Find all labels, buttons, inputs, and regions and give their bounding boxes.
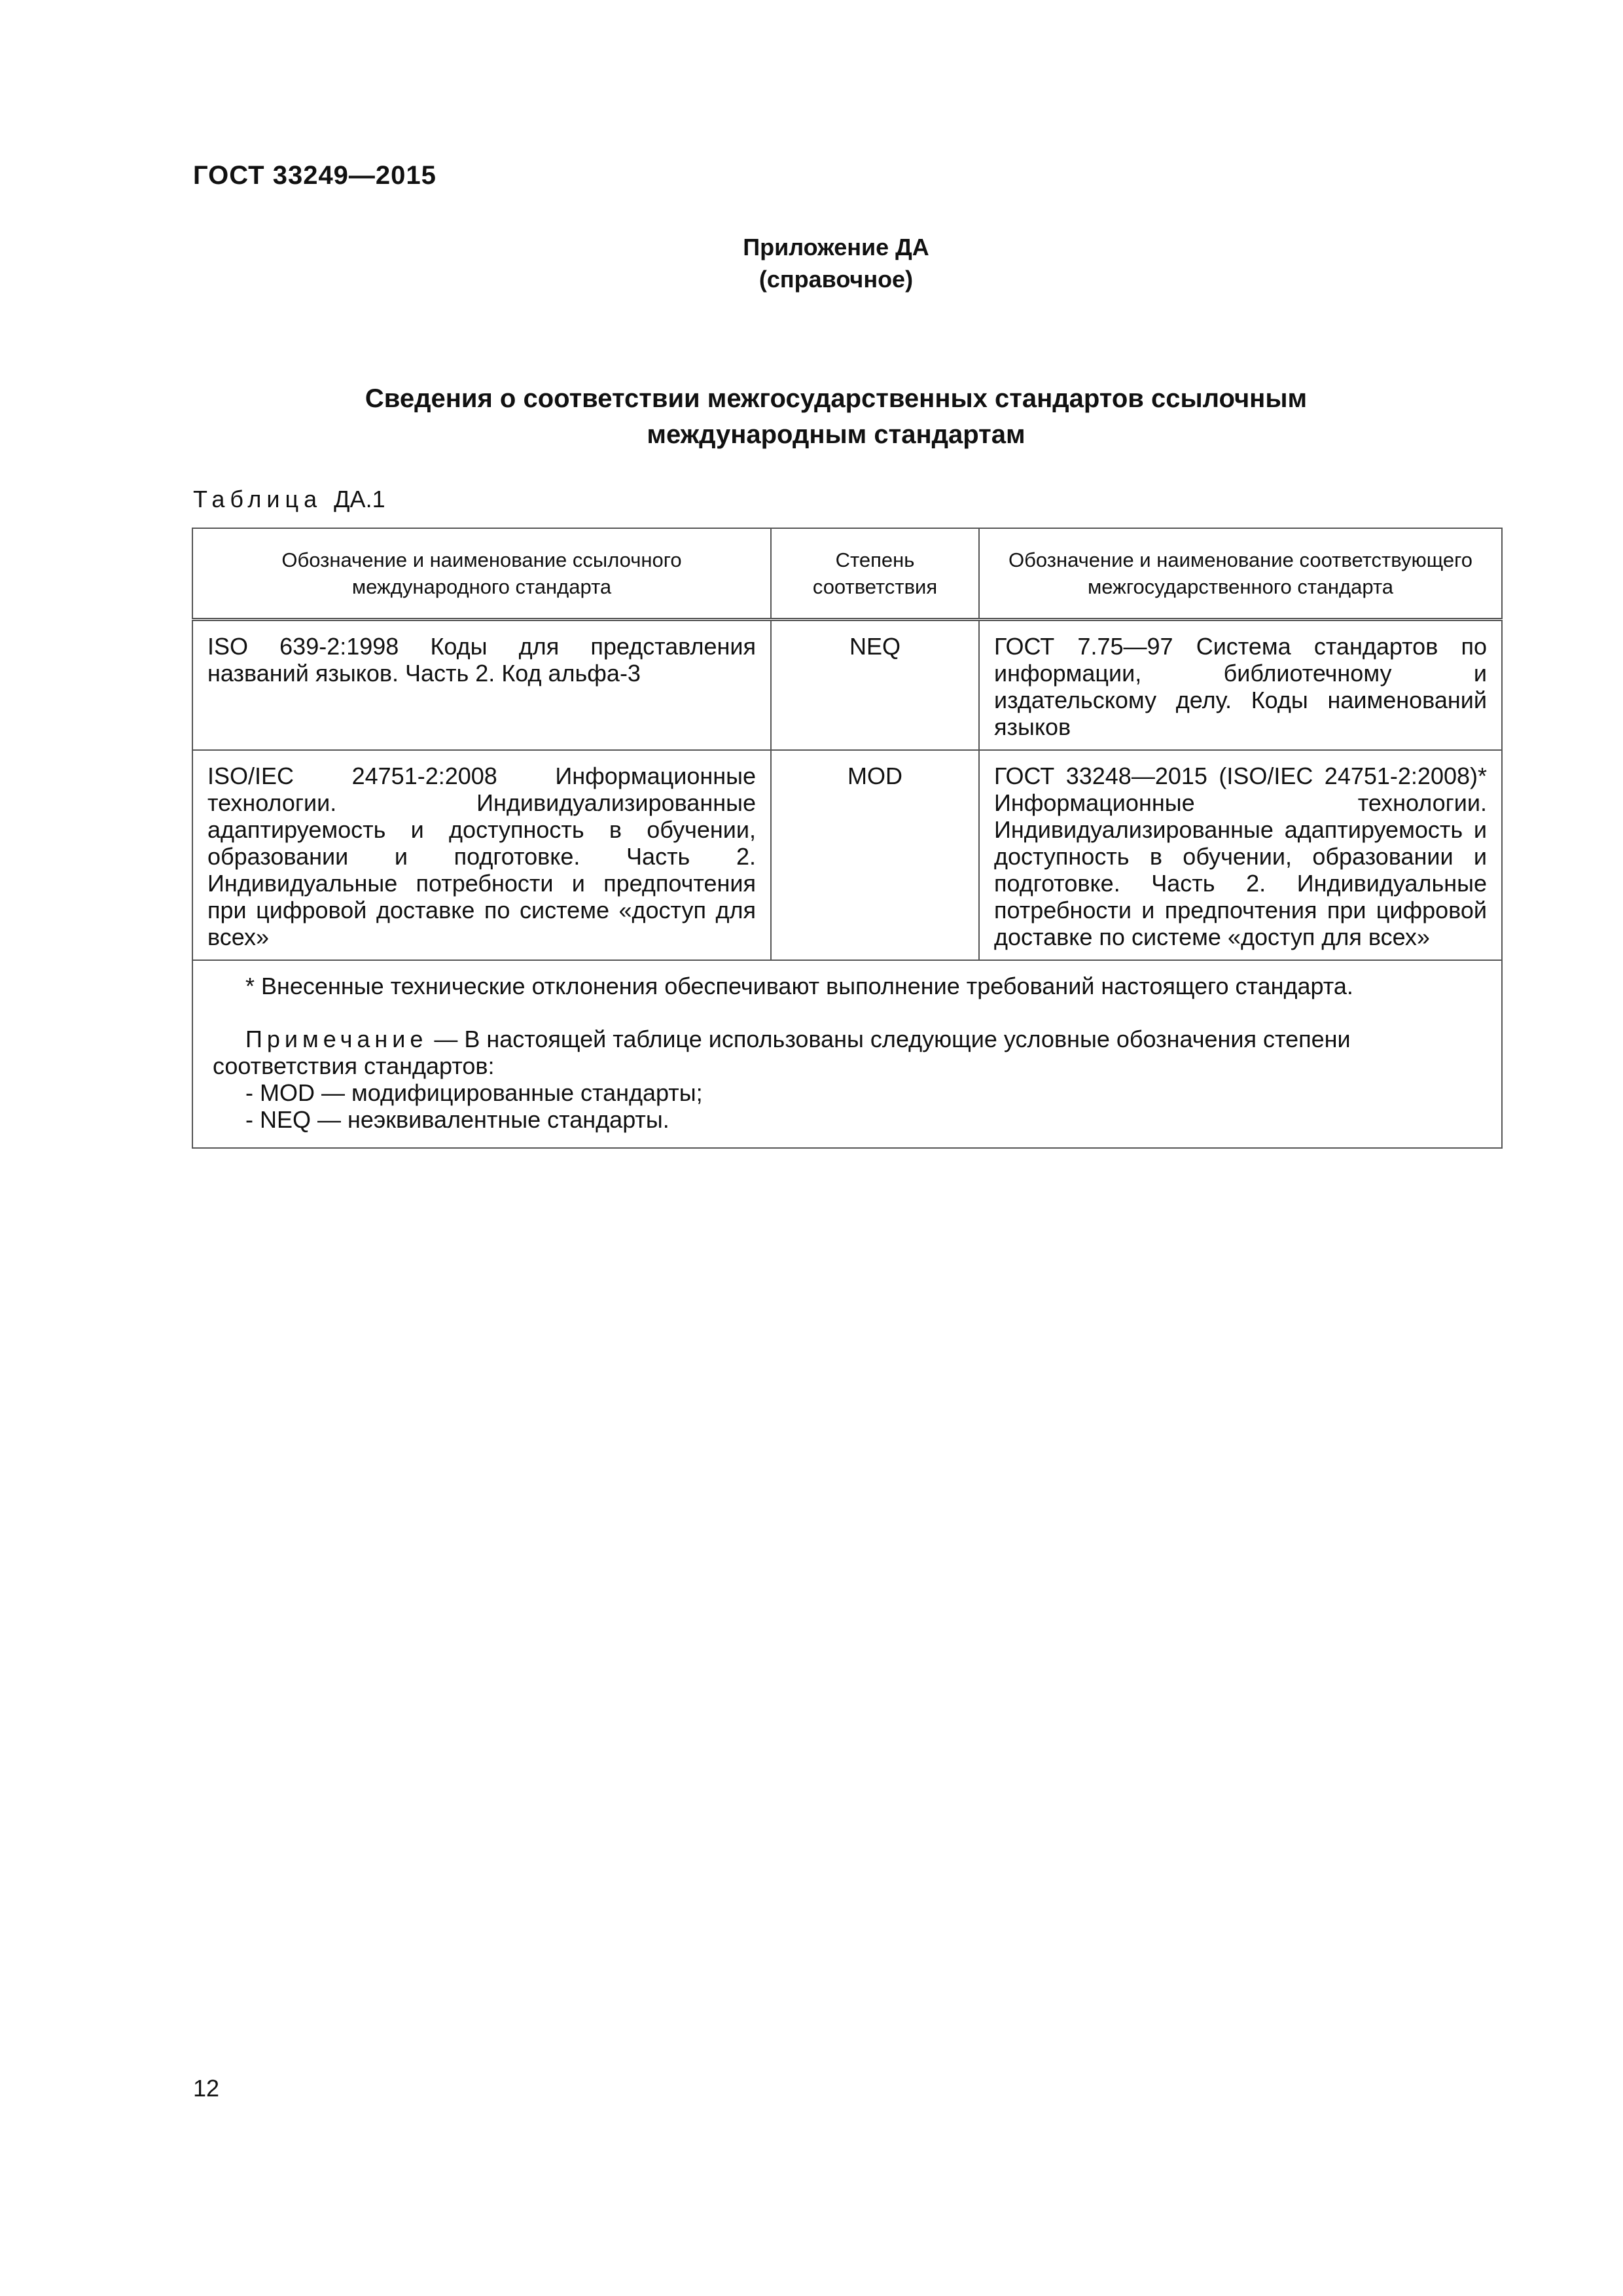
cell-international-standard: ISO/IEC 24751-2:2008 Информационные технологии. Индивидуализированные адаптируемость и доступность в обучении, образовании и подготовке. Часть 2. Индивидуальные потребности и предпочтения при цифровой доставке по системе «доступ для всех» [192, 750, 771, 960]
header-international-standard: Обозначение и наименование ссылочного международного стандарта [192, 528, 771, 620]
table-caption [193, 486, 385, 513]
section-title [0, 381, 1623, 453]
table-notes-cell [192, 960, 1502, 1148]
section-title-line-1: Сведения о соответствии межгосударственных стандартов ссылочным [365, 384, 1308, 413]
page-number: 12 [193, 2075, 220, 2102]
cell-degree: NEQ [771, 620, 979, 751]
document-code: ГОСТ 33249—2015 [193, 161, 437, 190]
table-note [213, 1026, 1482, 1079]
header-degree: Степень соответствия [771, 528, 979, 620]
table-caption-number: ДА.1 [334, 486, 385, 512]
table-row [192, 750, 1502, 960]
note-item-mod: - MOD — модифицированные стандарты; [245, 1079, 703, 1106]
table-notes-row [192, 960, 1502, 1148]
table-caption-label: Таблица [193, 486, 323, 512]
note-item-neq: - NEQ — неэквивалентные стандарты. [245, 1106, 669, 1133]
appendix-heading [0, 231, 1623, 295]
appendix-kind: (справочное) [758, 266, 914, 293]
appendix-title: Приложение ДА [743, 234, 929, 260]
standards-table [192, 528, 1503, 1149]
table-header-row [192, 528, 1502, 620]
cell-international-standard: ISO 639-2:1998 Коды для представления названий языков. Часть 2. Код альфа-3 [192, 620, 771, 751]
note-text: — В настоящей таблице использованы следующие условные обозначения степени соответствия стандартов: [213, 1026, 1351, 1079]
section-title-line-2: международным стандартам [647, 420, 1026, 449]
table-footnote: * Внесенные технические отклонения обеспечивают выполнение требований настоящего стандарта. [245, 973, 1353, 999]
table-row [192, 620, 1502, 751]
header-interstate-standard: Обозначение и наименование соответствующего межгосударственного стандарта [979, 528, 1502, 620]
note-label: Примечание [245, 1026, 428, 1052]
cell-interstate-standard: ГОСТ 33248—2015 (ISO/IEC 24751-2:2008)* Информационные технологии. Индивидуализированные адаптируемость и доступность в обучении, образовании и подготовке. Часть 2. Индивидуальные потребности и предпочтения при цифровой доставке по системе «доступ для всех» [979, 750, 1502, 960]
cell-interstate-standard: ГОСТ 7.75—97 Система стандартов по информации, библиотечному и издательскому делу. Коды наименований языков [979, 620, 1502, 751]
cell-degree: MOD [771, 750, 979, 960]
